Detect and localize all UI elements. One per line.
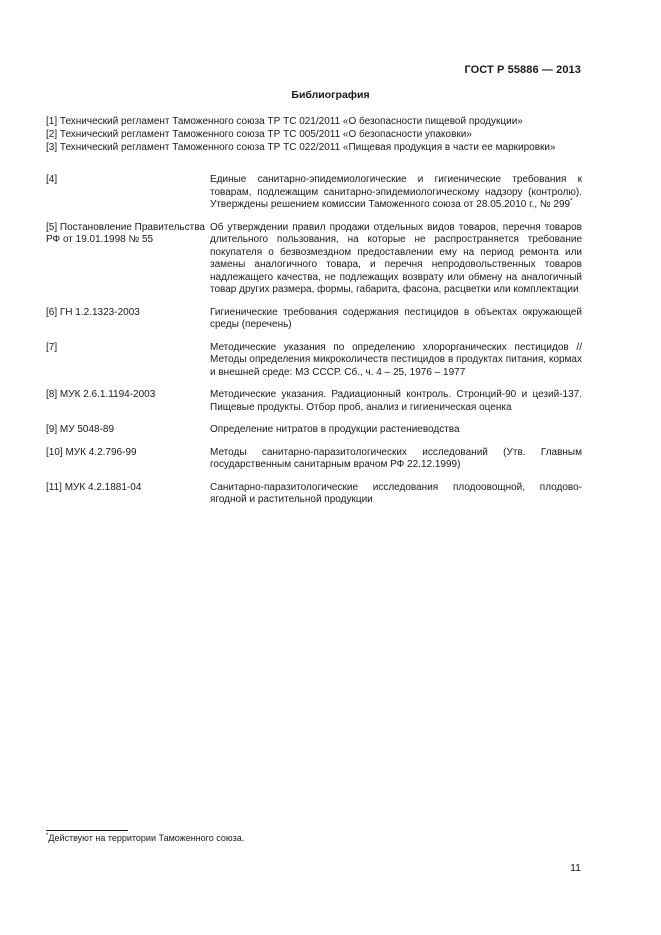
reference-description: Методические указания по определению хлорорганических пестицидов // Методы определения микроколичеств пестицидов в продуктах питания, кормах и внешней среде: МЗ СССР. Сб., ч. 4 – 25, 1976 – 1977 [210, 341, 582, 378]
table-row [46, 307, 582, 332]
footnote-mark: * [46, 833, 49, 839]
reference-key: [4] [46, 174, 58, 185]
table-row [46, 447, 582, 472]
footnote-divider [46, 830, 128, 831]
list-item: [1] Технический регламент Таможенного союза ТР ТС 021/2011 «О безопасности пищевой продукции» [46, 116, 523, 127]
reference-description: Санитарно-паразитологические исследования плодоовощной, плодово-ягодной и растительной продукции [210, 481, 582, 505]
standard-code: ГОСТ Р 55886 — 2013 [464, 64, 581, 76]
reference-key: [7] [46, 341, 58, 353]
list-item: [2] Технический регламент Таможенного союза ТР ТС 005/2011 «О безопасности упаковки» [46, 129, 472, 140]
reference-description [210, 174, 582, 212]
reference-table [46, 174, 582, 517]
reference-key: [5] Постановление Правительства РФ от 19.01.1998 № 55 [46, 221, 205, 245]
footnote-text: Действуют на территории Таможенного союза. [48, 833, 245, 843]
reference-key: [10] МУК 4.2.796-99 [46, 446, 137, 458]
table-row [46, 342, 582, 380]
reference-description: Об утверждении правил продажи отдельных видов товаров, перечня товаров длительного пользования, на которые не распространяется требование покупателя о безвозмездном предоставлении ему на период ремонта или замены аналогичного товара, и перечня непродовольственных товаров надлежащего качества, не подлежащих возврату или обмену на аналогичный товар других размера, формы, габарита, фасона, расцветки или комплектации [210, 221, 582, 295]
section-title: Библиография [291, 89, 370, 101]
table-row [46, 424, 582, 437]
reference-description: Методы санитарно-паразитологических исследований (Утв. Главным государственным санитарным врачом РФ 22.12.1999) [210, 446, 582, 470]
table-row [46, 482, 582, 507]
footnote-marker: * [570, 197, 573, 205]
table-row [46, 174, 582, 212]
table-row [46, 222, 582, 297]
reference-key: [9] МУ 5048-89 [46, 424, 115, 435]
bibliography-list [46, 115, 582, 154]
reference-description: Методические указания. Радиационный контроль. Стронций-90 и цезий-137. Пищевые продукты. Отбор проб, анализ и гигиеническая оценка [210, 389, 582, 413]
reference-description: Определение нитратов в продукции растениеводства [210, 424, 460, 435]
reference-key: [6] ГН 1.2.1323-2003 [46, 306, 140, 318]
reference-key: [8] МУК 2.6.1.1194-2003 [46, 389, 156, 400]
footnote [46, 833, 244, 843]
page-number: 11 [570, 862, 581, 874]
reference-description-text: Единые санитарно-эпидемиологические и гигиенические требования к товарам, подлежащим санитарно-эпидемиологическому надзору (контролю). Утверждены решением комиссии Таможенного союза от 28.05.2010 г., № 299 [210, 174, 582, 210]
list-item: [3] Технический регламент Таможенного союза ТР ТС 022/2011 «Пищевая продукция в части ее маркировки» [46, 142, 556, 153]
reference-description: Гигиенические требования содержания пестицидов в объектах окружающей среды (перечень) [210, 306, 582, 330]
reference-key: [11] МУК 4.2.1881-04 [46, 481, 142, 493]
table-row [46, 389, 582, 414]
